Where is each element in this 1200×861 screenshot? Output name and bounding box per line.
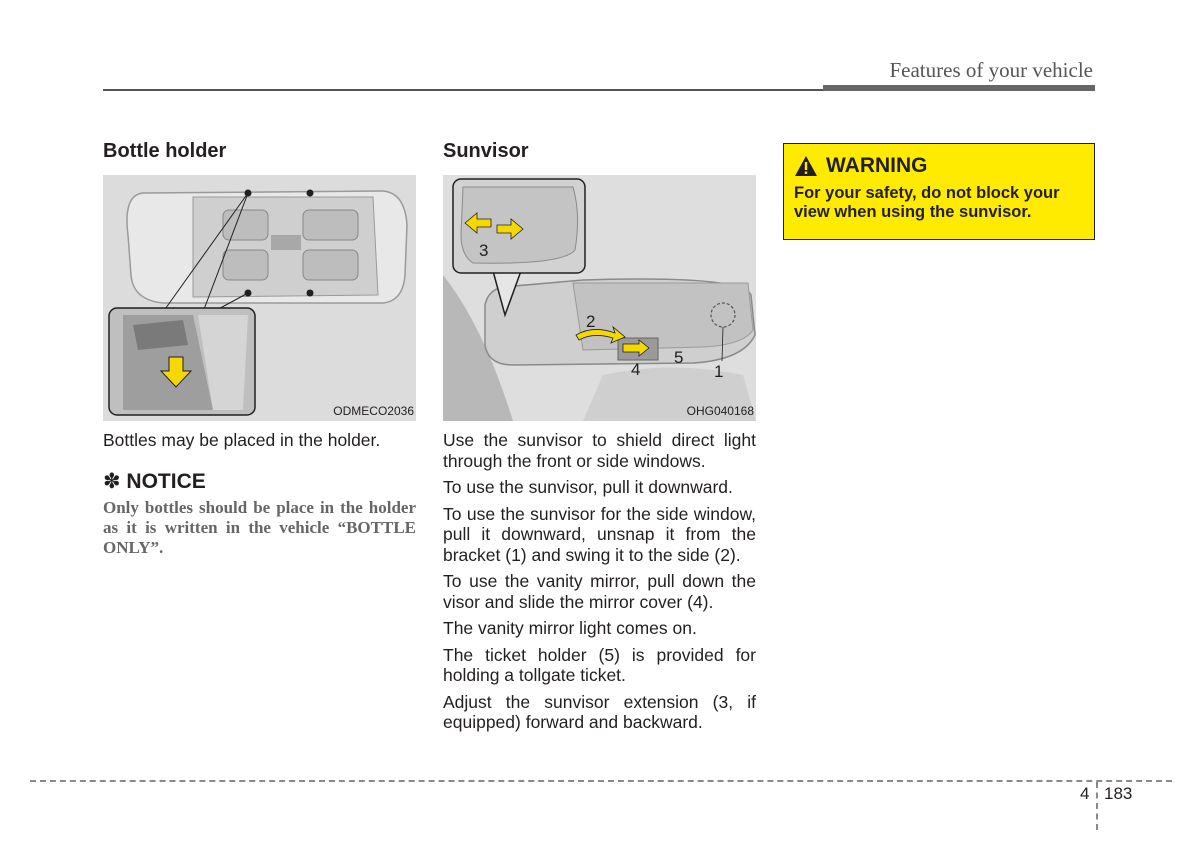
sunvisor-paragraph: To use the vanity mirror, pull down the visor and slide the mirror cover (4). [443, 571, 756, 612]
footer-dashed-divider [1096, 782, 1098, 830]
sunvisor-illustration [443, 175, 756, 421]
car-top-view-illustration [103, 175, 416, 421]
callout-4: 4 [631, 360, 641, 379]
sunvisor-title: Sunvisor [443, 140, 529, 162]
page-number: 183 [1104, 784, 1133, 803]
sunvisor-figure-code: OHG040168 [686, 404, 754, 418]
sunvisor-paragraph: To use the sunvisor, pull it downward. [443, 477, 733, 497]
bottle-holder-title: Bottle holder [103, 140, 227, 162]
footer-dashed-rule [30, 780, 1172, 782]
bottle-holder-figure [103, 175, 416, 421]
bottle-holder-figure-code: ODMECO2036 [333, 404, 414, 418]
header-accent-bar [823, 85, 1095, 91]
sunvisor-section [443, 140, 756, 733]
callout-5: 5 [674, 348, 684, 367]
callout-3: 3 [479, 241, 489, 260]
sunvisor-paragraph: The vanity mirror light comes on. [443, 618, 697, 638]
sunvisor-paragraph: The ticket holder (5) is provided for holding a tollgate ticket. [443, 644, 756, 685]
page-header-title: Features of your vehicle [889, 58, 1093, 82]
warning-title: WARNING [826, 154, 928, 177]
callout-1: 1 [714, 362, 724, 381]
notice-text: Only bottles should be place in the holder as it is written in the vehicle “BOTTLE ONLY”. [103, 497, 416, 557]
warning-triangle-icon [794, 155, 818, 177]
sunvisor-figure [443, 175, 756, 421]
warning-text: For your safety, do not block your view when using the sunvisor. [794, 184, 1060, 221]
sunvisor-paragraph: To use the sunvisor for the side window, pull it downward, unsnap it from the bracket (1) and swing it to the side (2). [443, 503, 756, 565]
sunvisor-paragraph: Adjust the sunvisor extension (3, if equipped) forward and backward. [443, 691, 756, 732]
callout-2: 2 [586, 312, 596, 331]
warning-section [783, 140, 1096, 240]
chapter-number: 4 [1080, 784, 1090, 803]
warning-box [783, 143, 1095, 240]
sunvisor-paragraph: Use the sunvisor to shield direct light through the front or side windows. [443, 430, 756, 471]
notice-title: ✽ NOTICE [103, 469, 206, 493]
bottle-holder-text: Bottles may be placed in the holder. [103, 430, 381, 450]
bottle-holder-section [103, 140, 416, 558]
